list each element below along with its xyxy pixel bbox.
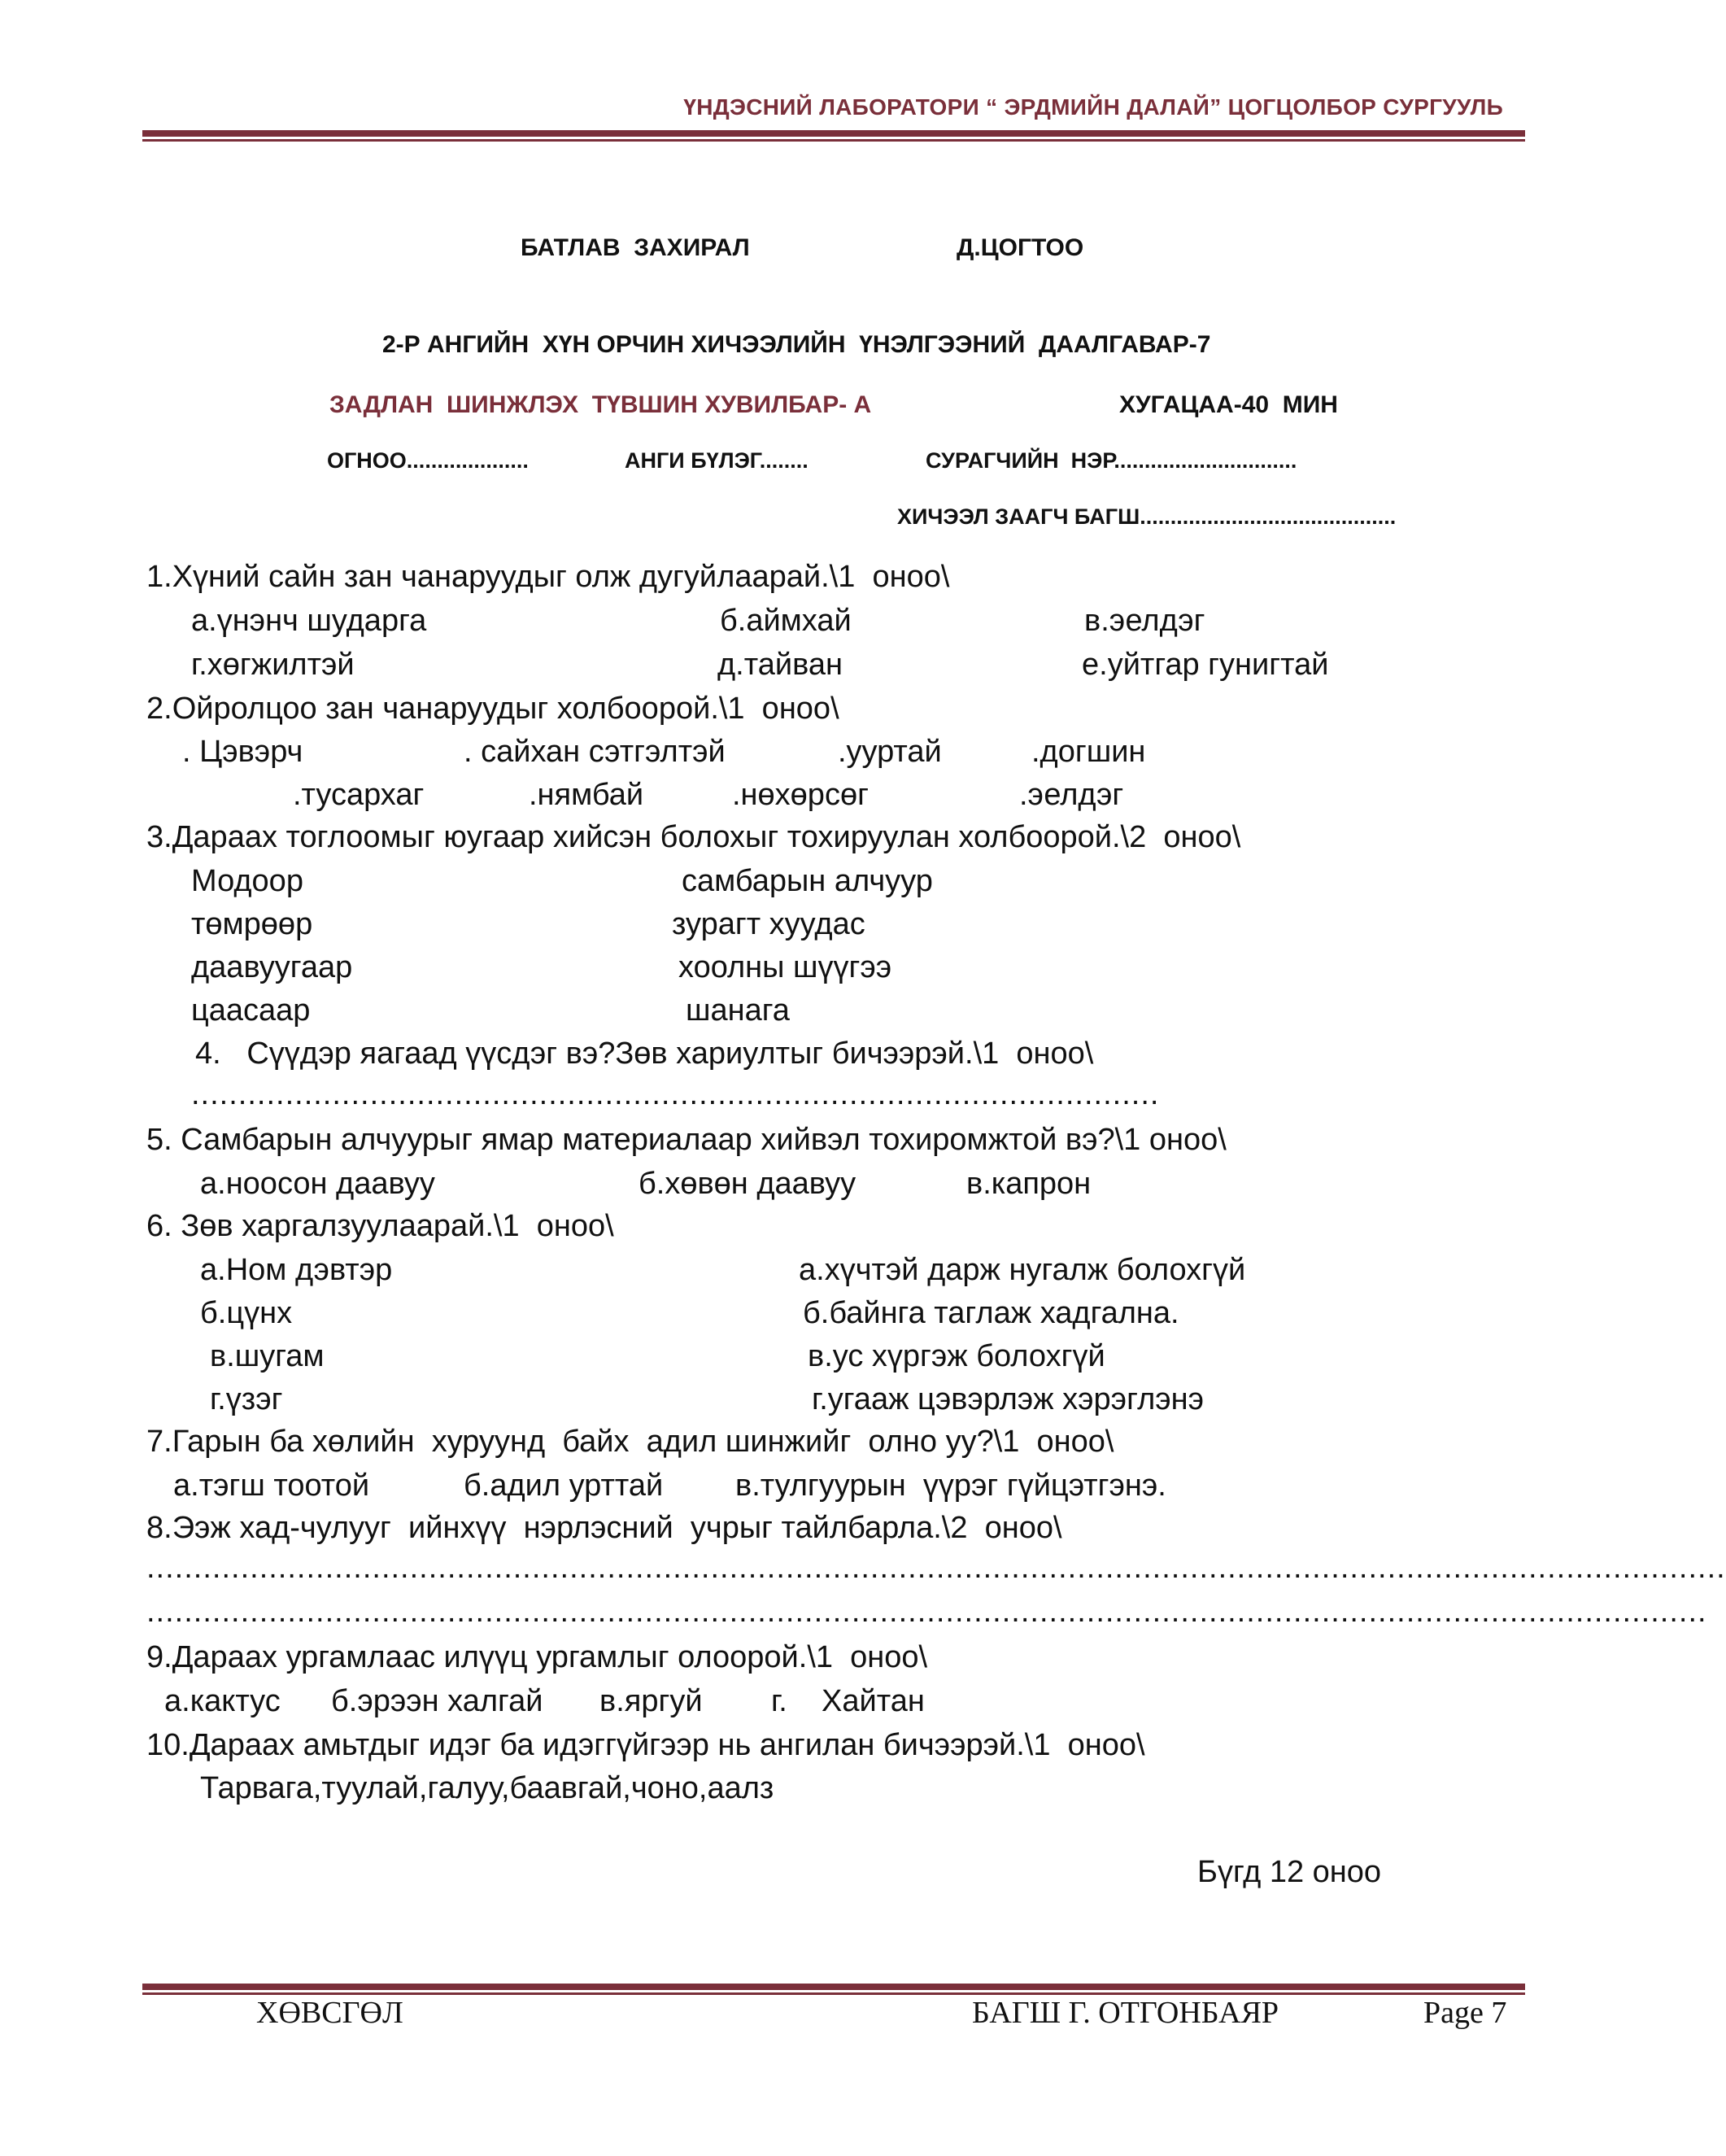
question-9: 9.Дараах ургамлаас илүүц ургамлыг олоорой.\1 оноо\ xyxy=(146,1640,928,1674)
q6-right-2: б.байнга таглаж хадгална. xyxy=(803,1296,1179,1330)
question-5: 5. Самбарын алчуурыг ямар материалаар хийвэл тохиромжтой вэ?\1 оноо\ xyxy=(146,1123,1227,1157)
q9-option-b: б.эрээн халгай xyxy=(331,1684,543,1718)
q3-right-3: хоолны шүүгээ xyxy=(678,950,892,984)
q5-option-b: б.хөвөн даавуу xyxy=(639,1167,856,1201)
q7-option-a: а.тэгш тоотой xyxy=(173,1469,370,1503)
q6-left-3: в.шугам xyxy=(210,1339,325,1373)
q2-item-2d: .эелдэг xyxy=(1019,778,1124,812)
q3-left-2: төмрөөр xyxy=(191,907,313,941)
q2-item-2a: .тусархаг xyxy=(293,778,425,812)
header-rule-thin xyxy=(142,139,1525,142)
q9-option-d: г. Хайтан xyxy=(771,1684,925,1718)
q8-answer-line-2: ...................................................................................................................................................................... xyxy=(146,1595,1707,1629)
q2-item-1d: .догшин xyxy=(1031,735,1146,769)
q5-option-c: в.капрон xyxy=(966,1167,1092,1201)
q3-left-1: Модоор xyxy=(191,864,303,898)
q2-item-1a: . Цэвэрч xyxy=(182,735,303,769)
q2-item-1c: .ууртай xyxy=(838,735,942,769)
q1-option-c: в.эелдэг xyxy=(1084,604,1205,638)
q6-left-1: а.Ном дэвтэр xyxy=(200,1253,393,1287)
q3-left-4: цаасаар xyxy=(191,993,311,1028)
assignment-title: 2-Р АНГИЙН ХҮН ОРЧИН ХИЧЭЭЛИЙН ҮНЭЛГЭЭНИЙ ДААЛГАВАР-7 xyxy=(382,331,1211,358)
header-rule-thick xyxy=(142,130,1525,137)
q3-right-1: самбарын алчуур xyxy=(682,864,933,898)
q2-item-2b: .нямбай xyxy=(529,778,644,812)
q6-left-2: б.цүнх xyxy=(200,1296,293,1330)
q9-option-c: в.яргуй xyxy=(599,1684,703,1718)
q10-animal-list: Тарвага,туулай,галуу,баавгай,чоно,аалз xyxy=(200,1771,774,1805)
q8-answer-line-1: ........................................................................................................................................................................ xyxy=(146,1551,1726,1585)
q2-item-2c: .нөхөрсөг xyxy=(732,778,869,812)
director-name: Д.ЦОГТОО xyxy=(957,234,1084,261)
q1-option-b: б.аймхай xyxy=(720,604,852,638)
question-4: 4. Сүүдэр яагаад үүсдэг вэ?Зөв хариултыг бичээрэй.\1 оноо\ xyxy=(195,1037,1094,1071)
footer-rule-thick xyxy=(142,1984,1525,1990)
question-2: 2.Ойролцоо зан чанаруудыг холбоорой.\1 оноо\ xyxy=(146,692,839,726)
group-field: АНГИ БҮЛЭГ........ xyxy=(625,448,809,473)
teacher-field: ХИЧЭЭЛ ЗААГЧ БАГШ.......................................... xyxy=(897,504,1397,529)
time-limit: ХУГАЦАА-40 МИН xyxy=(1119,391,1338,418)
q6-right-3: в.ус хүргэж болохгүй xyxy=(808,1339,1105,1373)
school-header: ҮНДЭСНИЙ ЛАБОРАТОРИ “ ЭРДМИЙН ДАЛАЙ” ЦОГЦОЛБОР СУРГУУЛЬ xyxy=(683,94,1503,120)
q1-option-f: е.уйтгар гунигтай xyxy=(1082,648,1329,682)
page-number: Page 7 xyxy=(1423,1996,1507,2030)
q2-item-1b: . сайхан сэтгэлтэй xyxy=(464,735,726,769)
q7-option-c: в.тулгуурын үүрэг гүйцэтгэнэ. xyxy=(735,1469,1166,1503)
level-variant: ЗАДЛАН ШИНЖЛЭХ ТҮВШИН ХУВИЛБАР- А xyxy=(329,391,872,418)
question-1: 1.Хүний сайн зан чанаруудыг олж дугуйлаарай.\1 оноо\ xyxy=(146,560,950,594)
approve-label: БАТЛАВ ЗАХИРАЛ xyxy=(521,234,750,261)
student-name-field: СУРАГЧИЙН НЭР.............................. xyxy=(926,448,1297,473)
q5-option-a: а.ноосон даавуу xyxy=(200,1167,435,1201)
q3-right-2: зурагт хуудас xyxy=(672,907,865,941)
q3-left-3: даавуугаар xyxy=(191,950,353,984)
q1-option-e: д.тайван xyxy=(717,648,843,682)
question-8: 8.Ээж хад-чулууг ийнхүү нэрлэсний учрыг тайлбарла.\2 оноо\ xyxy=(146,1511,1062,1545)
total-score: Бүгд 12 оноо xyxy=(1197,1855,1382,1889)
q9-option-a: а.кактус xyxy=(164,1684,281,1718)
date-field: ОГНОО.................... xyxy=(327,448,529,473)
question-10: 10.Дараах амьтдыг идэг ба идэггүйгээр нь ангилан бичээрэй.\1 оноо\ xyxy=(146,1728,1145,1762)
question-7: 7.Гарын ба хөлийн хуруунд байх адил шинжийг олно уу?\1 оноо\ xyxy=(146,1425,1114,1459)
q1-option-d: г.хөгжилтэй xyxy=(191,648,355,682)
q6-right-4: г.угааж цэвэрлэж хэрэглэнэ xyxy=(812,1382,1205,1416)
q6-right-1: а.хүчтэй дарж нугалж болохгүй xyxy=(799,1253,1246,1287)
q3-right-4: шанага xyxy=(686,993,790,1028)
footer-teacher: БАГШ Г. ОТГОНБАЯР xyxy=(972,1996,1279,2030)
q1-option-a: а.үнэнч шударга xyxy=(191,604,427,638)
footer-location: ХӨВСГӨЛ xyxy=(256,1996,403,2030)
question-3: 3.Дараах тоглоомыг юугаар хийсэн болохыг тохируулан холбоорой.\2 оноо\ xyxy=(146,820,1241,854)
q6-left-4: г.үзэг xyxy=(210,1382,283,1416)
q7-option-b: б.адил урттай xyxy=(464,1469,664,1503)
question-6: 6. Зөв харгалзуулаарай.\1 оноо\ xyxy=(146,1209,614,1243)
q4-answer-line: ....................................................................................................... xyxy=(191,1077,1160,1111)
